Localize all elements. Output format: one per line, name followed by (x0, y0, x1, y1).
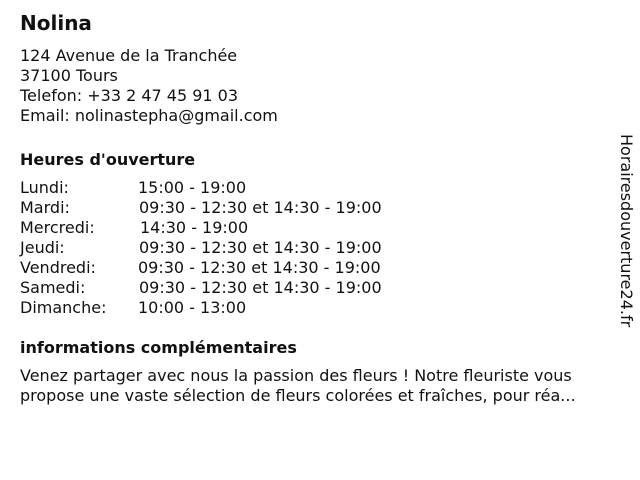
hours-row-friday (20, 258, 610, 278)
phone-number: Telefon: +33 2 47 45 91 03 (20, 86, 239, 105)
hours-row-saturday (20, 278, 610, 298)
hours-time: 14:30 - 19:00 (140, 218, 249, 237)
hours-day: Mardi: (20, 198, 70, 217)
hours-row-thursday (20, 238, 610, 258)
hours-day: Dimanche: (20, 298, 107, 317)
opening-hours-table (20, 178, 610, 318)
hours-row-sunday (20, 298, 610, 318)
hours-day: Lundi: (20, 178, 69, 197)
opening-hours-heading: Heures d'ouverture (20, 150, 196, 169)
business-name: Nolina (20, 11, 92, 35)
hours-time: 09:30 - 12:30 et 14:30 - 19:00 (139, 198, 382, 217)
hours-time: 09:30 - 12:30 et 14:30 - 19:00 (138, 258, 381, 277)
hours-time: 15:00 - 19:00 (138, 178, 247, 197)
hours-time: 10:00 - 13:00 (138, 298, 247, 317)
hours-time: 09:30 - 12:30 et 14:30 - 19:00 (139, 278, 382, 297)
address-street: 124 Avenue de la Tranchée (20, 46, 238, 65)
hours-day: Mercredi: (20, 218, 95, 237)
hours-day: Vendredi: (20, 258, 96, 277)
additional-info-line: propose une vaste sélection de fleurs colorées et fraîches, pour réa... (20, 386, 576, 405)
site-watermark: Horairesdouverture24.fr (617, 134, 636, 328)
address-city: 37100 Tours (20, 66, 118, 85)
hours-row-monday (20, 178, 610, 198)
hours-row-tuesday (20, 198, 610, 218)
hours-day: Samedi: (20, 278, 86, 297)
hours-row-wednesday (20, 218, 610, 238)
additional-info-heading: informations complémentaires (20, 338, 297, 357)
hours-day: Jeudi: (20, 238, 65, 257)
business-card (20, 10, 610, 406)
hours-time: 09:30 - 12:30 et 14:30 - 19:00 (139, 238, 382, 257)
additional-info-line: Venez partager avec nous la passion des fleurs ! Notre fleuriste vous (20, 366, 572, 385)
email-address: Email: nolinastepha@gmail.com (20, 106, 278, 125)
